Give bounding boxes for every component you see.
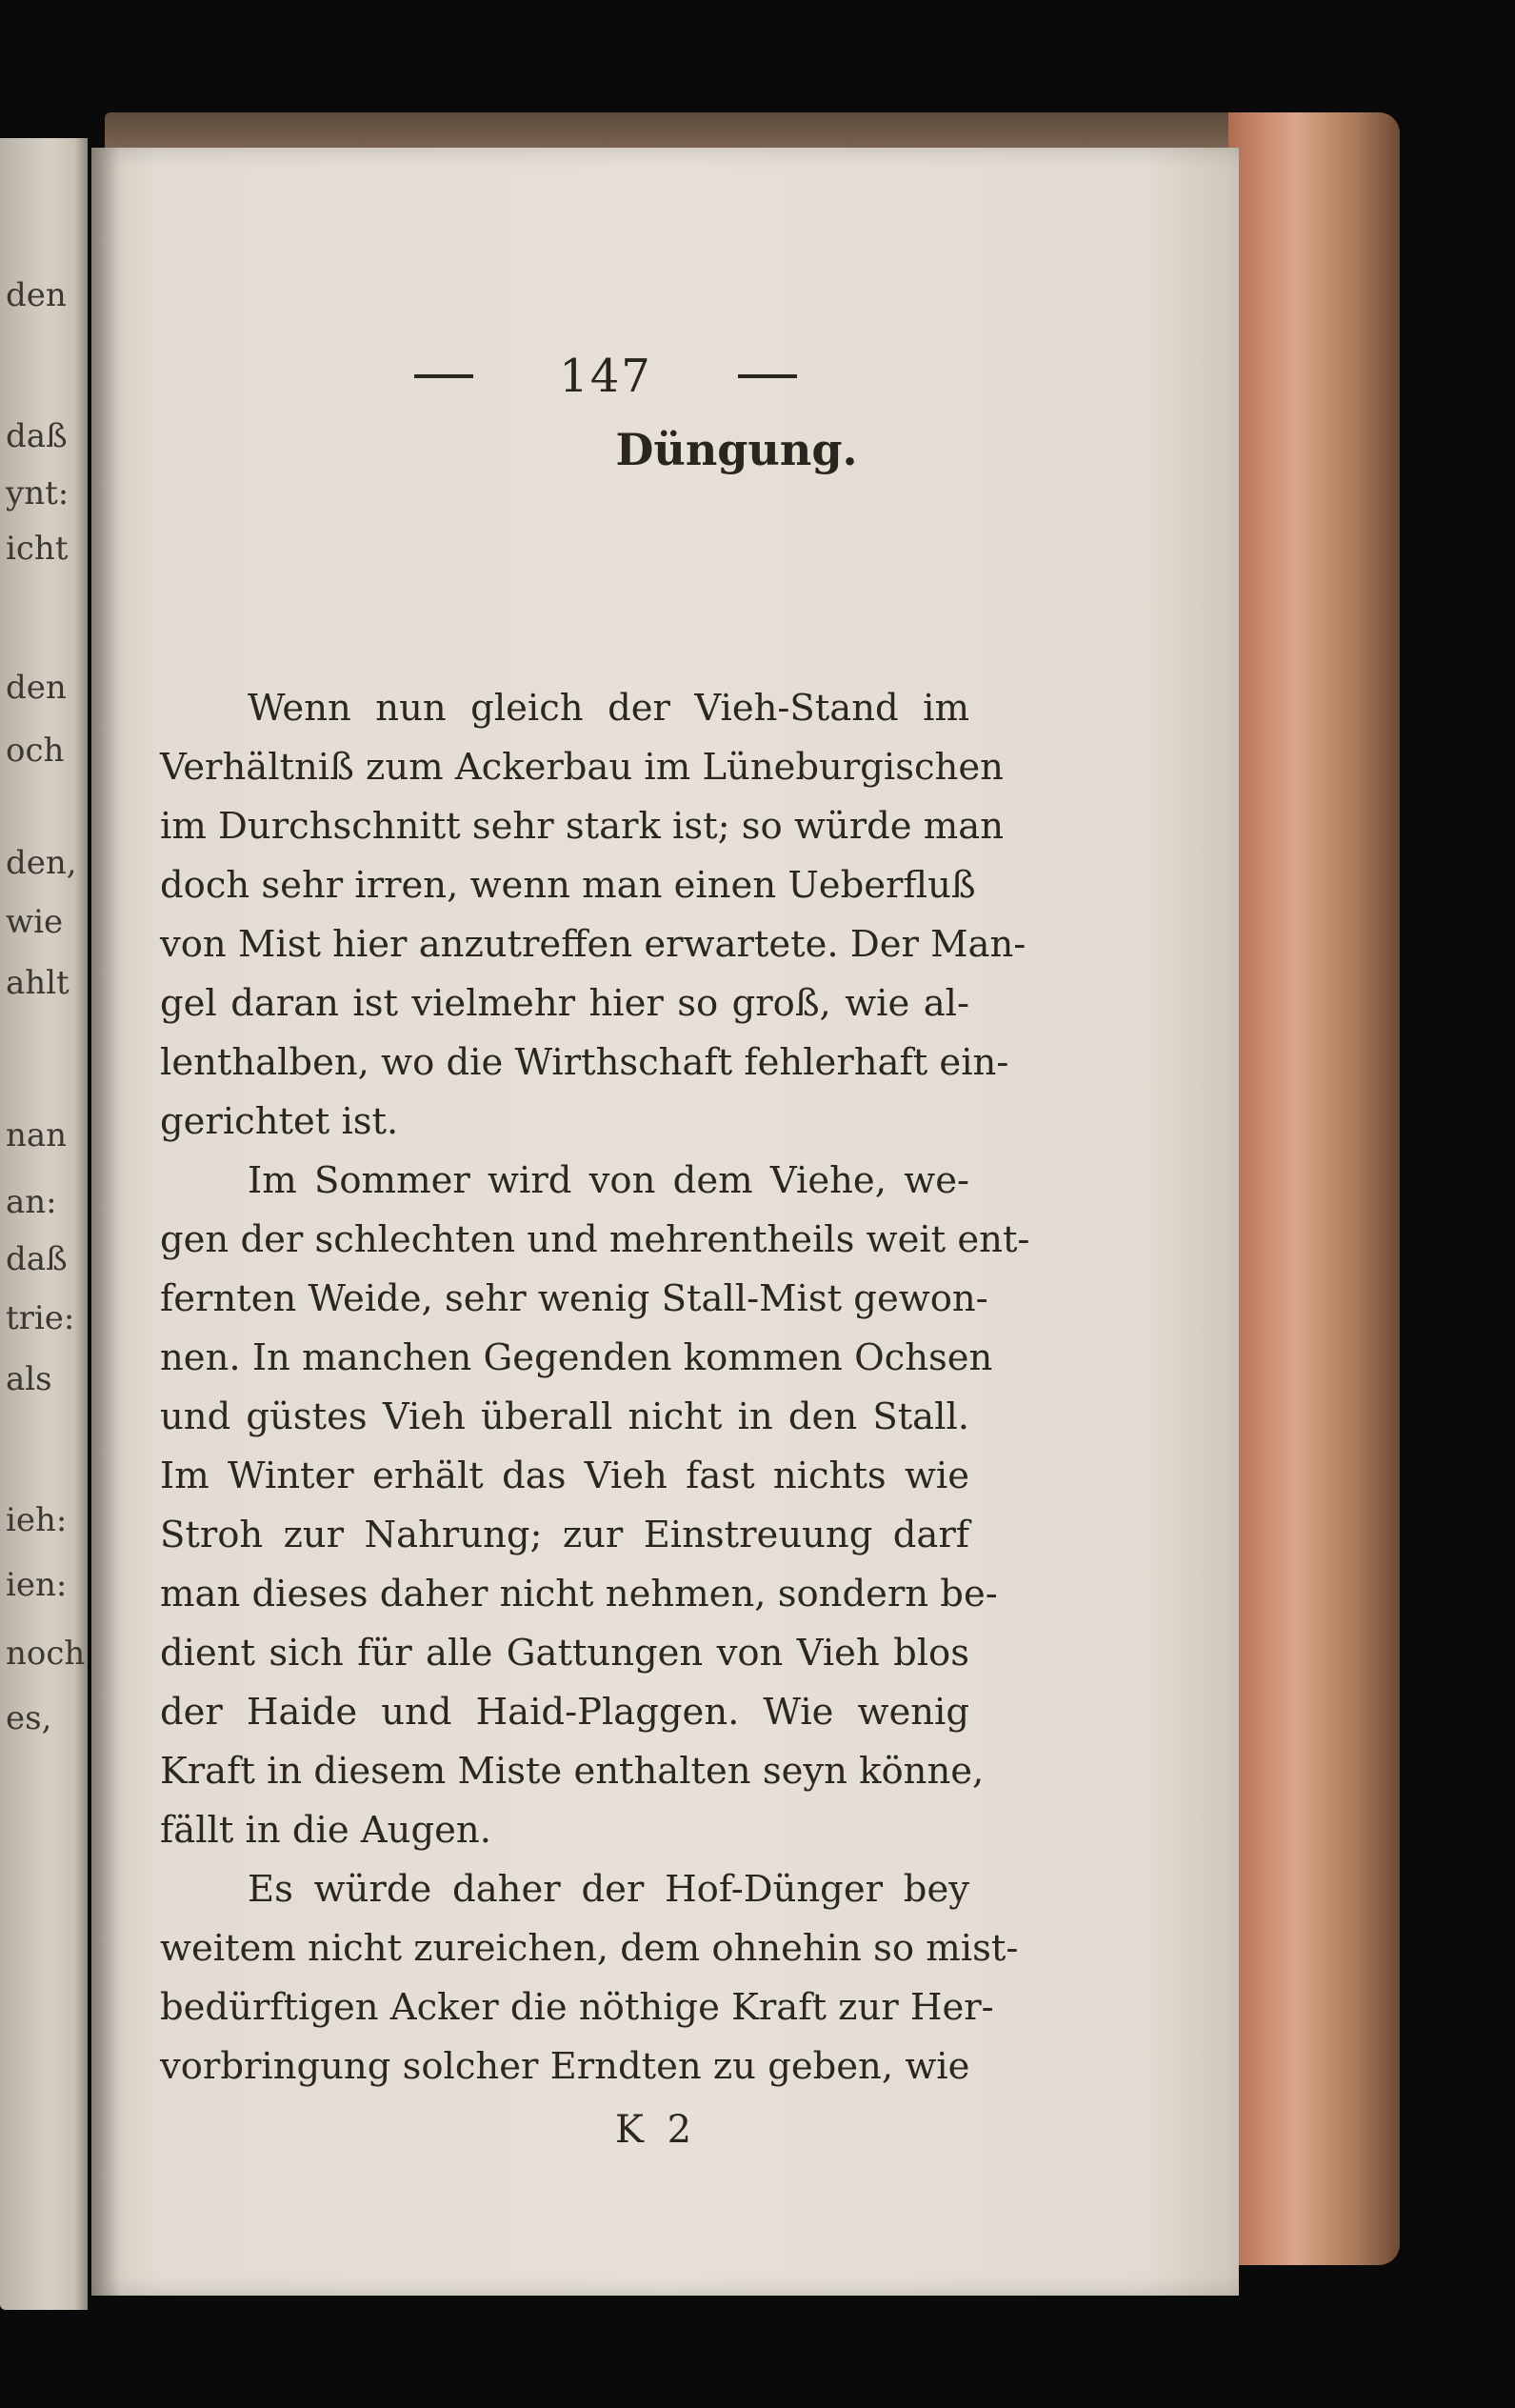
left-page-fragment: an: [6, 1183, 57, 1221]
left-page-fragment: ynt: [6, 474, 70, 512]
left-page-fragment: ahlt [6, 964, 70, 1002]
body-text [160, 679, 1030, 2097]
left-page-fragment: als [6, 1360, 52, 1398]
left-page-fragment: wie [6, 903, 64, 941]
left-page-fragment: nan [6, 1116, 68, 1154]
left-page-fragment: es, [6, 1699, 52, 1737]
text-line: lenthalben, wo die Wirthschaft fehlerhaft ein- [160, 1041, 1009, 1084]
text-line: im Durchschnitt sehr stark ist; so würde man [160, 805, 1005, 848]
book-page-edges [1228, 112, 1400, 2265]
text-line: fernten Weide, sehr wenig Stall-Mist gewon- [160, 1277, 988, 1320]
paragraph [160, 1860, 1019, 2097]
text-line: Wenn nun gleich der Vieh-Stand im [248, 687, 969, 730]
header-dash-left [414, 374, 473, 378]
text-line: man dieses daher nicht nehmen, sondern be- [160, 1573, 998, 1615]
left-page-fragment: trie: [6, 1299, 75, 1337]
text-line: gerichtet ist. [160, 1100, 399, 1143]
text-line: Es würde daher der Hof-Dünger bey [248, 1868, 969, 1911]
sheet-signature: K 2 [615, 2108, 698, 2152]
left-page-fragment: den [6, 276, 67, 314]
page-number: 147 [559, 350, 652, 403]
left-page-fragment: daß [6, 417, 68, 455]
left-page-text-fragments [0, 138, 88, 2310]
left-page-fragment: och [6, 732, 65, 770]
left-page-fragment: ieh: [6, 1501, 68, 1539]
left-page-fragment: ien: [6, 1566, 68, 1604]
text-line: doch sehr irren, wenn man einen Ueberfluß [160, 864, 976, 907]
left-page-fragment: noch [6, 1635, 86, 1673]
text-line: Im Sommer wird von dem Viehe, we- [248, 1159, 969, 1202]
text-line: vorbringung solcher Erndten zu geben, wie [160, 2045, 970, 2088]
left-page-fragment: den, [6, 844, 77, 882]
page-header [358, 338, 853, 414]
section-title: Düngung. [615, 424, 858, 475]
header-dash-right [738, 374, 797, 378]
text-line: der Haide und Haid-Plaggen. Wie wenig [160, 1691, 969, 1734]
text-line: bedürftigen Acker die nöthige Kraft zur Her- [160, 1986, 994, 2029]
left-facing-page [0, 138, 88, 2310]
text-line: gen der schlechten und mehrentheils weit ent- [160, 1218, 1030, 1261]
text-line: dient sich für alle Gattungen von Vieh blos [160, 1632, 969, 1675]
paragraph [160, 679, 1027, 1152]
text-line: von Mist hier anzutreffen erwartete. Der Man- [160, 923, 1027, 966]
text-line: Kraft in diesem Miste enthalten seyn könne, [160, 1750, 985, 1793]
text-line: weitem nicht zureichen, dem ohnehin so mist- [160, 1927, 1019, 1970]
text-line: fällt in die Augen. [160, 1809, 491, 1852]
text-line: Verhältniß zum Ackerbau im Lüneburgischen [160, 746, 1004, 789]
text-line: Im Winter erhält das Vieh fast nichts wie [160, 1455, 969, 1497]
text-line: nen. In manchen Gegenden kommen Ochsen [160, 1336, 993, 1379]
left-page-fragment: den [6, 669, 67, 707]
left-page-fragment: daß [6, 1240, 68, 1278]
text-line: und güstes Vieh überall nicht in den Stall. [160, 1395, 969, 1438]
paragraph [160, 1152, 1030, 1860]
left-page-fragment: icht [6, 530, 69, 568]
text-line: Stroh zur Nahrung; zur Einstreuung darf [160, 1514, 969, 1556]
book-cover-top [105, 112, 1324, 150]
book-page [91, 148, 1239, 2296]
text-line: gel daran ist vielmehr hier so groß, wie al- [160, 982, 969, 1025]
